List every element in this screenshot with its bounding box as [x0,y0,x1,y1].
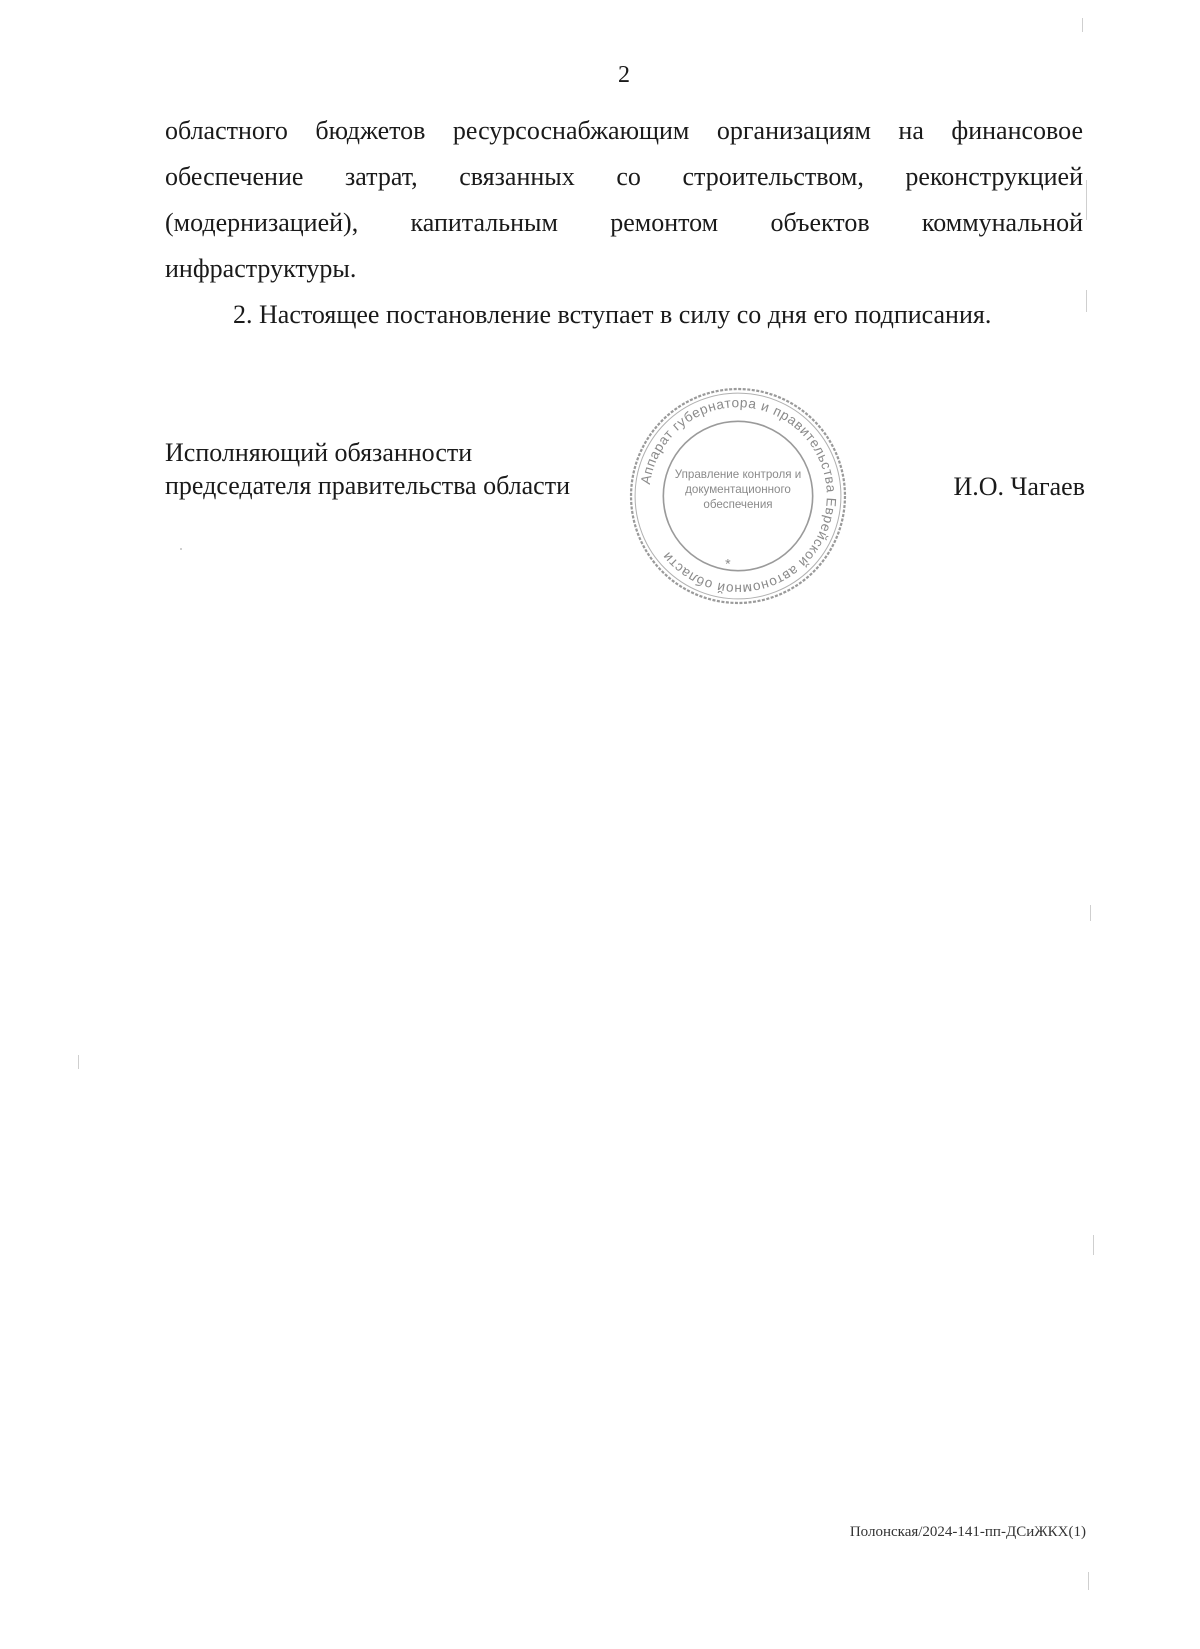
document-body [165,108,1083,338]
scan-speck [1090,905,1091,921]
signer-title-line-2: председателя правительства области [165,471,570,500]
scan-speck [1093,1235,1094,1255]
signer-title-line-1: Исполняющий обязанности [165,438,473,467]
scan-speck [1088,1572,1089,1590]
document-reference: Полонская/2024-141-пп-ДСиЖКХ(1) [849,1524,1086,1540]
page-number: 2 [618,62,630,88]
stamp-star-icon: * [725,555,731,572]
stamp-inner-line-2: документационного [685,482,791,496]
signer-name: И.О. Чагаев [953,472,1085,501]
paragraph-continuation: областного бюджетов ресурсоснабжающим организациям на финансовое обеспечение затрат, связанных со строительством, реконструкцией (модернизацией), капитальным ремонтом объектов коммунальной инфраструктуры. [165,116,1083,283]
scan-speck [180,548,182,550]
scan-speck [1086,290,1087,312]
scan-speck [78,1055,79,1069]
stamp-inner-line-3: обеспечения [703,498,773,512]
stamp-inner-line-1: Управление контроля и [674,467,802,481]
scan-speck [1086,180,1087,220]
scan-speck [1082,18,1083,32]
stamp-outer-text: Аппарат губернатора и правительства Еврейской автономной области [637,395,839,597]
signer-title [165,436,570,502]
paragraph-item-2: 2. Настоящее постановление вступает в силу со дня его подписания. [233,300,992,329]
official-stamp [627,385,849,607]
